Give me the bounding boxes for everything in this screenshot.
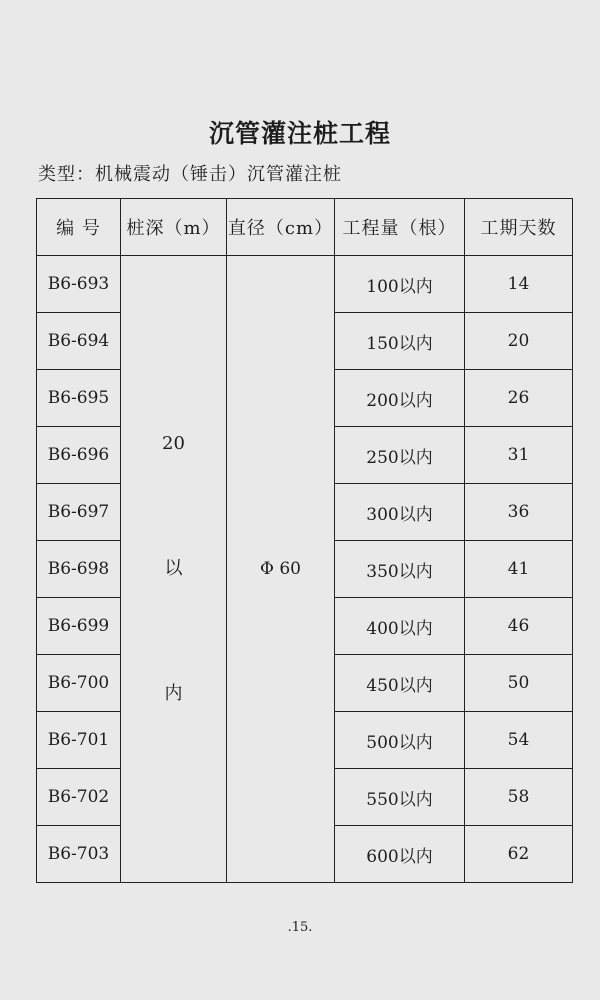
page-title: 沉管灌注桩工程 — [208, 119, 391, 148]
row-code: B6-698 — [37, 541, 121, 598]
row-quantity: 300以内 — [335, 484, 465, 541]
row-code: B6-703 — [37, 826, 121, 883]
row-days: 50 — [465, 655, 573, 712]
row-quantity: 600以内 — [335, 826, 465, 883]
row-quantity: 550以内 — [335, 769, 465, 826]
row-code: B6-702 — [37, 769, 121, 826]
table-row — [37, 256, 573, 313]
row-quantity: 450以内 — [335, 655, 465, 712]
row-days: 41 — [465, 541, 573, 598]
row-days: 46 — [465, 598, 573, 655]
diameter-cell: Φ 60 — [227, 256, 335, 883]
row-code: B6-700 — [37, 655, 121, 712]
header-duration-days: 工期天数 — [465, 199, 573, 256]
row-days: 54 — [465, 712, 573, 769]
row-quantity: 200以内 — [335, 370, 465, 427]
row-days: 26 — [465, 370, 573, 427]
row-days: 36 — [465, 484, 573, 541]
depth-value-stack — [121, 433, 226, 705]
row-code: B6-693 — [37, 256, 121, 313]
row-quantity: 150以内 — [335, 313, 465, 370]
row-quantity: 400以内 — [335, 598, 465, 655]
row-quantity: 350以内 — [335, 541, 465, 598]
header-quantity: 工程量（根） — [335, 199, 465, 256]
header-row — [37, 199, 573, 256]
depth-within-char-2: 内 — [164, 683, 183, 704]
row-quantity: 100以内 — [335, 256, 465, 313]
depth-cell — [121, 256, 227, 883]
depth-within-char-1: 以 — [164, 557, 183, 579]
schedule-table — [36, 198, 573, 883]
page-number: .15. — [287, 920, 313, 935]
pile-type-caption: 类型：机械震动（锤击）沉管灌注桩 — [38, 164, 342, 185]
row-code: B6-694 — [37, 313, 121, 370]
row-code: B6-696 — [37, 427, 121, 484]
row-days: 20 — [465, 313, 573, 370]
row-days: 31 — [465, 427, 573, 484]
row-code: B6-699 — [37, 598, 121, 655]
header-code: 编 号 — [37, 199, 121, 256]
depth-value: 20 — [162, 433, 185, 454]
row-code: B6-695 — [37, 370, 121, 427]
header-diameter: 直径（cm） — [227, 199, 335, 256]
row-days: 14 — [465, 256, 573, 313]
row-code: B6-697 — [37, 484, 121, 541]
row-quantity: 500以内 — [335, 712, 465, 769]
row-quantity: 250以内 — [335, 427, 465, 484]
schedule-table-container — [36, 198, 572, 866]
row-code: B6-701 — [37, 712, 121, 769]
row-days: 62 — [465, 826, 573, 883]
header-depth: 桩深（m） — [121, 199, 227, 256]
row-days: 58 — [465, 769, 573, 826]
